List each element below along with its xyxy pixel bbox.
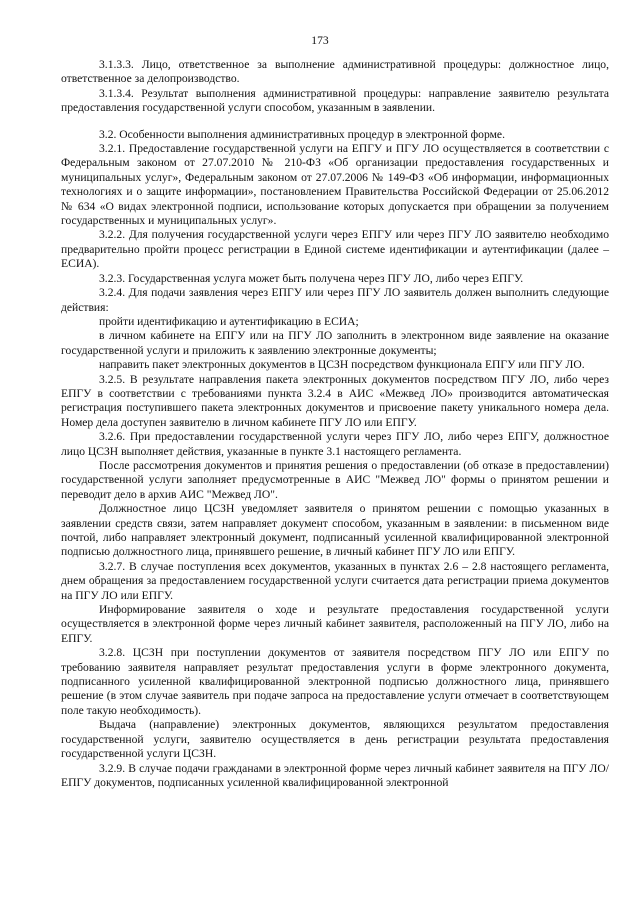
list-item: в личном кабинете на ЕПГУ или на ПГУ ЛО заполнить в электронном виде заявление на оказание государственной услуги и приложить к заявлению электронные документы; bbox=[61, 329, 609, 357]
paragraph-3-2-2: 3.2.2. Для получения государственной услуги через ЕПГУ или через ПГУ ЛО заявителю необходимо предварительно пройти процесс регистрации в Единой системе идентификации и аутентификации (далее – ЕСИА). bbox=[61, 228, 609, 271]
paragraph-3-2-5: 3.2.5. В результате направления пакета электронных документов посредством ПГУ ЛО, либо через ЕПГУ в соответствии с требованиями пункта 3.2.4 в АИС «Межвед ЛО» производится автоматическая регистрация поступившего пакета электронных документов и присвоение пакету уникального номера дела. Номер дела доступен заявителю в личном кабинете ПГУ ЛО или ЕПГУ. bbox=[61, 372, 609, 429]
page-number: 173 bbox=[311, 34, 329, 47]
paragraph: Информирование заявителя о ходе и результате предоставления государственной услуги осуществляется в электронной форме через личный кабинет заявителя, расположенный на ПГУ ЛО, либо на ЕПГУ. bbox=[61, 603, 609, 645]
paragraph: Должностное лицо ЦСЗН уведомляет заявителя о принятом решении с помощью указанных в заявлении средств связи, затем направляет документ способом, указанным в заявлении: в письменном виде почтой, либо направляет электронный документ, подписанный усиленной квалифицированной электронной подписью должностного лица, принявшего решение, в личный кабинет ПГУ ЛО или ЕПГУ. bbox=[61, 502, 609, 559]
paragraph-3-1-3-4: 3.1.3.4. Результат выполнения административной процедуры: направление заявителю результата предоставления государственной услуги способом, указанным в заявлении. bbox=[61, 86, 609, 115]
list-item: направить пакет электронных документов в ЦСЗН посредством функционала ЕПГУ или ПГУ ЛО. bbox=[99, 358, 585, 372]
list-item: пройти идентификацию и аутентификацию в ЕСИА; bbox=[99, 314, 359, 328]
document-body bbox=[61, 58, 609, 790]
paragraph-3-2-1: 3.2.1. Предоставление государственной услуги на ЕПГУ и ПГУ ЛО осуществляется в соответствии с Федеральным законом от 27.07.2010 № 210-ФЗ «Об организации предоставления государственных и муниципальных услуг», Федеральным законом от 27.07.2006 № 149-ФЗ «Об информации, информационных технологиях и о защите информации», постановлением Правительства Российской Федерации от 25.06.2012 № 634 «О видах электронной подписи, использование которых допускается при обращении за получением государственных и муниципальных услуг». bbox=[61, 142, 609, 228]
section-heading-3-2: 3.2. Особенности выполнения административных процедур в электронной форме. bbox=[99, 127, 505, 141]
paragraph-3-1-3-3: 3.1.3.3. Лицо, ответственное за выполнение административной процедуры: должностное лицо, ответственное за делопроизводство. bbox=[61, 58, 609, 86]
paragraph: Выдача (направление) электронных документов, являющихся результатом предоставления государственной услуги, заявителю осуществляется в день регистрации результата предоставления государственной услуги ЦСЗН. bbox=[61, 718, 609, 761]
paragraph-3-2-3: 3.2.3. Государственная услуга может быть получена через ПГУ ЛО, либо через ЕПГУ. bbox=[99, 271, 524, 285]
paragraph-3-2-7: 3.2.7. В случае поступления всех документов, указанных в пунктах 2.6 – 2.8 настоящего регламента, днем обращения за предоставлением государственной услуги считается дата регистрации приема документов на ПГУ ЛО или ЕПГУ. bbox=[61, 559, 609, 602]
paragraph-3-2-8: 3.2.8. ЦСЗН при поступлении документов от заявителя посредством ПГУ ЛО или ЕПГУ по требованию заявителя направляет результат предоставления услуги в форме электронного документа, подписанного усиленной квалифицированной электронной подписью должностного лица, принявшего решение (в этом случае заявитель при подаче запроса на предоставление услуги отмечает в соответствующем поле такую необходимость). bbox=[61, 646, 609, 717]
paragraph: После рассмотрения документов и принятия решения о предоставлении (об отказе в предоставлении) государственной услуги заполняет предусмотренные в АИС "Межвед ЛО" формы о принятом решении и переводит дело в архив АИС "Межвед ЛО". bbox=[61, 458, 609, 501]
paragraph-3-2-6: 3.2.6. При предоставлении государственной услуги через ПГУ ЛО, либо через ЕПГУ, должностное лицо ЦСЗН выполняет действия, указанные в пункте 3.1 настоящего регламента. bbox=[61, 430, 609, 458]
paragraph-3-2-4: 3.2.4. Для подачи заявления через ЕПГУ или через ПГУ ЛО заявитель должен выполнить следующие действия: bbox=[61, 286, 609, 314]
paragraph-3-2-9: 3.2.9. В случае подачи гражданами в электронной форме через личный кабинет заявителя на ПГУ ЛО/ ЕПГУ документов, подписанных усиленной квалифицированной электронной bbox=[61, 761, 609, 789]
